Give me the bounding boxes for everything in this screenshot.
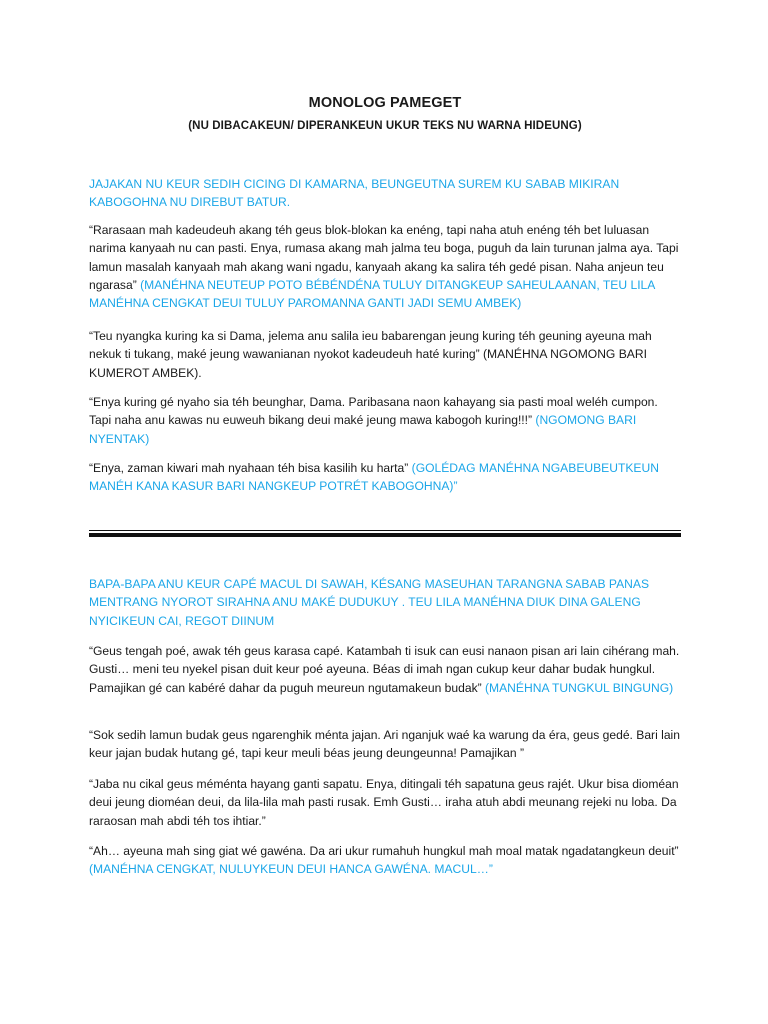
stage-direction: (GOLÉDAG MANÉHNA NGABEUBEUTKEUN MANÉH KANA KASUR BARI NANGKEUP POTRÉT KABOGOHNA)” [89, 461, 659, 494]
dialog-text: “Sok sedih lamun budak geus ngarenghik ménta jajan. Ari nganjuk waé ka warung da éra, geus gedé. Bari lain keur jajan budak hutang gé, tapi keur meuli béas jeung deungeunna! Pamajikan ” [89, 728, 680, 761]
dialog-text: “Enya, zaman kiwari mah nyahaan téh bisa kasilih ku harta” [89, 461, 409, 475]
stage-direction: (NGOMONG BARI NYENTAK) [89, 413, 637, 446]
section2-paragraph-3 [89, 775, 681, 830]
dialog-text: “Enya kuring gé nyaho sia téh beunghar, Dama. Paribasana naon kahayang sia pasti moal weléh cumpon. Tapi naha anu kawas nu euweuh bikang deui maké jeung mawa kabogoh kuring!!!” [89, 395, 658, 428]
stage-direction: (MANÉHNA TUNGKUL BINGUNG) [481, 680, 674, 695]
section1-paragraph-2 [89, 327, 681, 382]
document-subtitle: (NU DIBACAKEUN/ DIPERANKEUN UKUR TEKS NU WARNA HIDEUNG) [188, 120, 582, 132]
document-title: MONOLOG PAMEGET [308, 95, 462, 111]
section2-paragraph-2 [89, 726, 681, 763]
section1-intro: JAJAKAN NU KEUR SEDIH CICING DI KAMARNA, BEUNGEUTNA SUREM KU SABAB MIKIRAN KABOGOHNA NU DIREBUT BATUR. [89, 177, 620, 210]
dialog-text: “Geus tengah poé, awak téh geus karasa capé. Katambah ti isuk can eusi nanaon pisan ari lain cihérang mah. Gusti… meni teu nyekel pisan duit keur poé ayeuna. Béas di imah ngan cukup keur dahar budak hungkul. Pamajikan gé can kabéré dahar da puguh meureun ngutamakeun budak” [89, 644, 680, 695]
stage-direction: (MANÉHNA NEUTEUP POTO BÉBÉNDÉNA TULUY DITANGKEUP SAHEULAANAN, TEU LILA MANÉHNA CENGKAT DEUI TULUY PAROMANNA GANTI JADI SEMU AMBEK) [89, 277, 655, 311]
divider-thick-line [89, 533, 681, 537]
section1-paragraph-4 [89, 459, 681, 496]
section1-paragraph-1 [89, 221, 681, 312]
section2-paragraph-4 [89, 842, 681, 879]
section2-intro: BAPA-BAPA ANU KEUR CAPÉ MACUL DI SAWAH, KÉSANG MASEUHAN TARANGNA SABAB PANAS MENTRANG NYOROT SIRAHNA ANU MAKÉ DUDUKUY . TEU LILA MANÉHNA DIUK DINA GALENG NYICIKEUN CAI, REGOT DIINUM [89, 577, 650, 628]
dialog-text: “Ah… ayeuna mah sing giat wé gawéna. Da ari ukur rumahuh hungkul mah moal matak ngadatangkeun deuit” [89, 844, 679, 858]
section1-paragraph-3 [89, 393, 681, 448]
stage-direction: (MANÉHNA CENGKAT, NULUYKEUN DEUI HANCA GAWÉNA. MACUL…” [89, 862, 493, 877]
divider-thin-line [89, 530, 681, 531]
dialog-text: “Teu nyangka kuring ka si Dama, jelema anu salila ieu babarengan jeung kuring téh geuning ayeuna mah nekuk ti tukang, maké jeung wawanianan nyokot kadeudeuh haté kuring” (MANÉHNA NGOMONG BARI KUMEROT AMBEK). [89, 329, 652, 380]
dialog-text: “Jaba nu cikal geus méménta hayang ganti sapatu. Enya, ditingali téh sapatuna geus rajét. Ukur bisa dioméan deui jeung dioméan deui, da lila-lila mah pasti rusak. Emh Gusti… iraha atuh abdi meunang rejeki nu loba. Da raraosan mah abdi téh tos ihtiar.” [89, 777, 679, 828]
section-divider [89, 530, 681, 538]
section2-paragraph-1 [89, 642, 681, 697]
dialog-text: “Rarasaan mah kadeudeuh akang téh geus blok-blokan ka enéng, tapi naha atuh enéng téh bet luluasan narima kanyaah nu can pasti. Enya, rumasa akang mah jalma teu boga, puguh da lain turunan jalma aya. Tapi lamun masalah kanyaah mah akang wani ngadu, kanyaah akang ka salira téh gedé pisan. Naha anjeun teu ngarasa” [89, 223, 679, 292]
